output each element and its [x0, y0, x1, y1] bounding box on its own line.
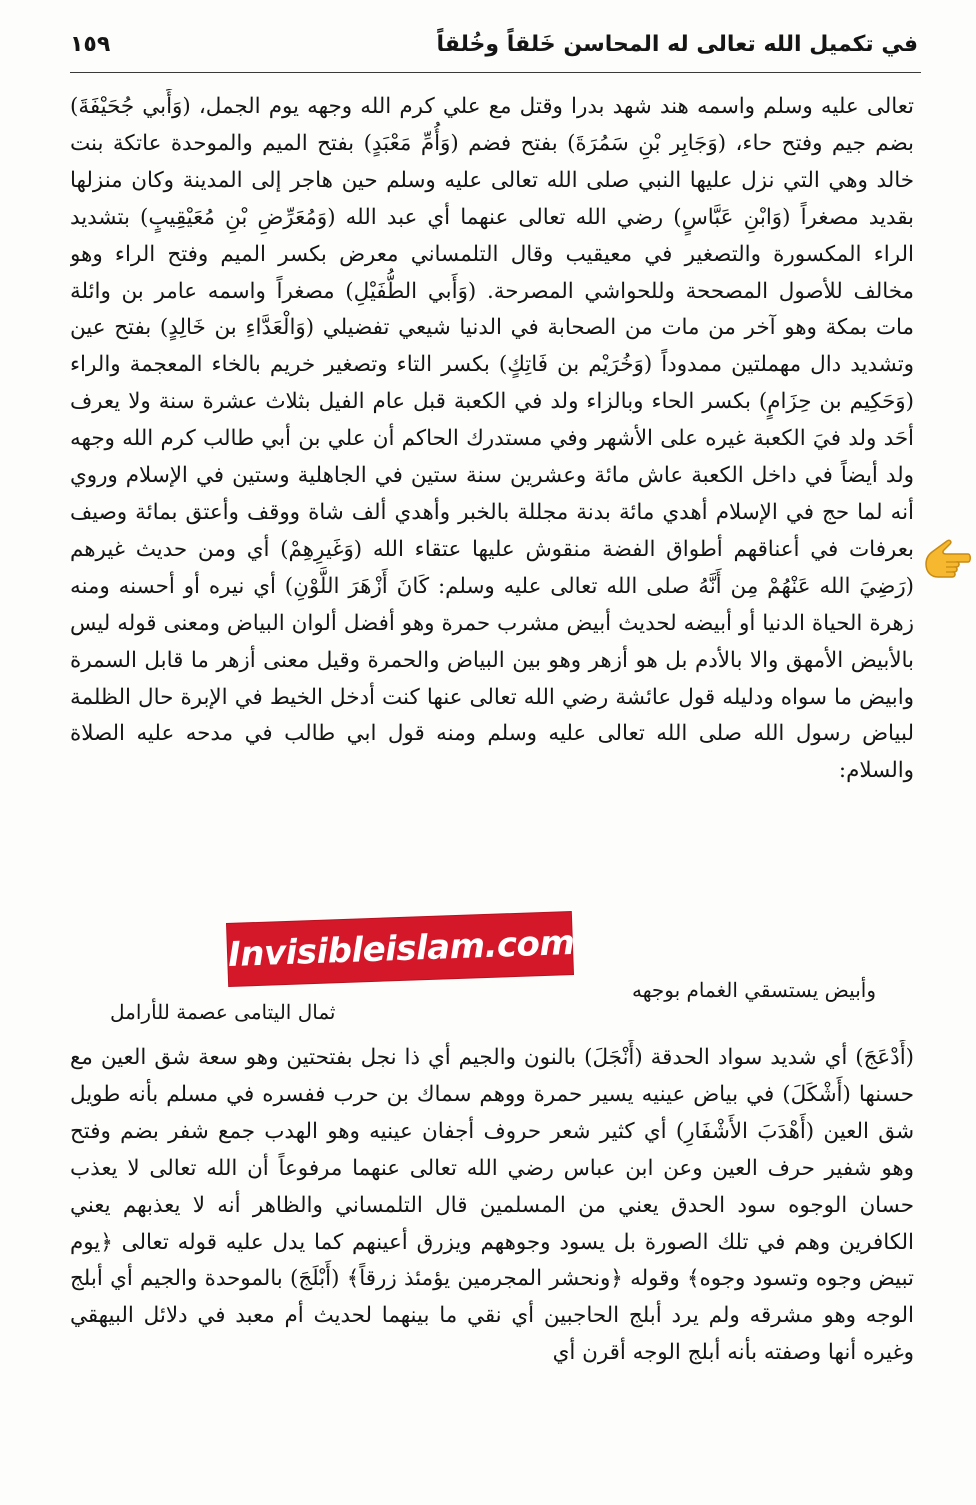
header-rule — [70, 72, 921, 73]
body-text-top — [70, 89, 914, 974]
poem-first-hemistich: وأبيض يستسقي الغمام بوجهه — [631, 978, 876, 1002]
poem-second-hemistich: ثمال اليتامى عصمة للأرامل — [110, 1000, 336, 1024]
body-text-bottom — [70, 1040, 914, 1435]
pointing-hand-icon — [916, 532, 972, 588]
poem-verse — [110, 972, 876, 1032]
page-header — [70, 22, 918, 66]
page-number: ١٥٩ — [70, 31, 111, 57]
paragraph-bottom: (أَدْعَجَ) أي شديد سواد الحدقة (أَنْجَلَ) بالنون والجيم أي ذا نجل بفتحتين وهو سعة شق العين مع حسنها (أَشْكَلَ) في بياض عينيه يسير حمرة ووهم سماك بن حرب ففسره في مسلم بأنه طويل شق العين (أَهْدَبَ الأَشْفَارِ) أي كثير شعر حروف أجفان عينيه وهو الهدب جمع شفر بضم وفتح وهو شفير حرف العين وعن ابن عباس رضي الله تعالى عنهما مرفوعاً أن الله تعالى لا يعذب حسان الوجوه سود الحدق يعني من المسلمين قال التلمساني والظاهر أنه لا يعذبهم يعني الكافرين وهم في تلك الصورة بل يسود وجوههم ويزرق أعينهم كما يدل عليه قوله تعالى ﴿يوم تبيض وجوه وتسود وجوه﴾ وقوله ﴿ونحشر المجرمين يؤمئذ زرقاً﴾ (أَبْلَجَ) بالموحدة والجيم أي أبلج الوجه وهو مشرقه ولم يرد أبلج الحاجبين أي نقي ما بينهما لحديث أم معبد في دلائل البيهقي وغيره أنها وصفته بأنه أبلج الوجه أقرن أي — [70, 1045, 914, 1366]
watermark-banner: Invisibleislam.com — [227, 912, 573, 986]
paragraph-top: تعالى عليه وسلم واسمه هند شهد بدرا وقتل مع علي كرم الله وجهه يوم الجمل، (وَأَبي جُحَيْفَةَ) بضم جيم وفتح حاء، (وَجَابِر بْنِ سَمُرَةَ) بفتح فضم (وَأُمِّ مَعْبَدٍ) بفتح الميم والموحدة عاتكة بنت خالد وهي التي نزل عليها النبي صلى الله تعالى عليه وسلم حين هاجر إلى المدينة وكان منزلها بقديد مصغراً (وَابْنِ عَبَّاسٍ) رضي الله تعالى عنهما أي عبد الله (وَمُعَرِّضِ بْنِ مُعَيْقِيبٍ) بتشديد الراء المكسورة والتصغير في معيقيب وقال التلمساني معرض بكسر الميم وفتح الراء وهو مخالف للأصول المصححة وللحواشي المصرحة. (وَأَبي الطُّفَيْلِ) مصغراً واسمه عامر بن وائلة مات بمكة وهو آخر من مات من الصحابة في الدنيا شيعي تفضيلي (وَالْعَدَّاءِ بن خَالِدٍ) بفتح عين وتشديد دال مهملتين ممدوداً (وَخُرَيْم بن فَاتِكٍ) بكسر التاء وتصغير خريم بالخاء المعجمة والراء (وَحَكِيم بن حِزَامٍ) بكسر الحاء وبالزاء ولد في الكعبة قبل عام الفيل بثلاث عشرة سنة ولا يعرف أحَد ولد فيَ الكعبة غيره على الأشهر وفي مستدرك الحاكم أن علي بن أبي طالب كرم الله وجهه ولد أيضاً في داخل الكعبة عاش مائة وعشرين سنة ستين في الجاهلية وستين في الإسلام وروي أنه لما حج في الإسلام أهدي مائة بدنة مجللة بالخبر وأهدي ألف شاة ووقف وأعتق بمائة وصيف بعرفات في أعناقهم أطواق الفضة منقوش عليها عتقاء الله (وَغَيرِهِمْ) أي ومن حديث غيرهم (رَضِيَ الله عَنْهُمْ مِن أَنَّهُ صلى الله تعالى عليه وسلم: كَانَ أَزْهَرَ اللَّوْنِ) أي نيره أو أحسنه ومنه زهرة الحياة الدنيا أو أبيضه لحديث أبيض مشرب حمرة وهو أفضل ألوان البياض ومعنى قوله ليس بالأبيض الأمهق والا بالأدم بل هو أزهر وهو بين البياض والحمرة وقيل معنى أزهر ما قابل السمرة وابيض ما سواه ودليله قول عائشة رضي الله تعالى عنها كنت أدخل الخيط في الإبرة حال الظلمة لبياض رسول الله صلى الله تعالى عليه وسلم ومنه قول ابي طالب في مدحه عليه الصلاة والسلام: — [70, 94, 914, 784]
running-title: في تكميل الله تعالى له المحاسن خَلقاً وخُلقاً — [436, 31, 918, 57]
